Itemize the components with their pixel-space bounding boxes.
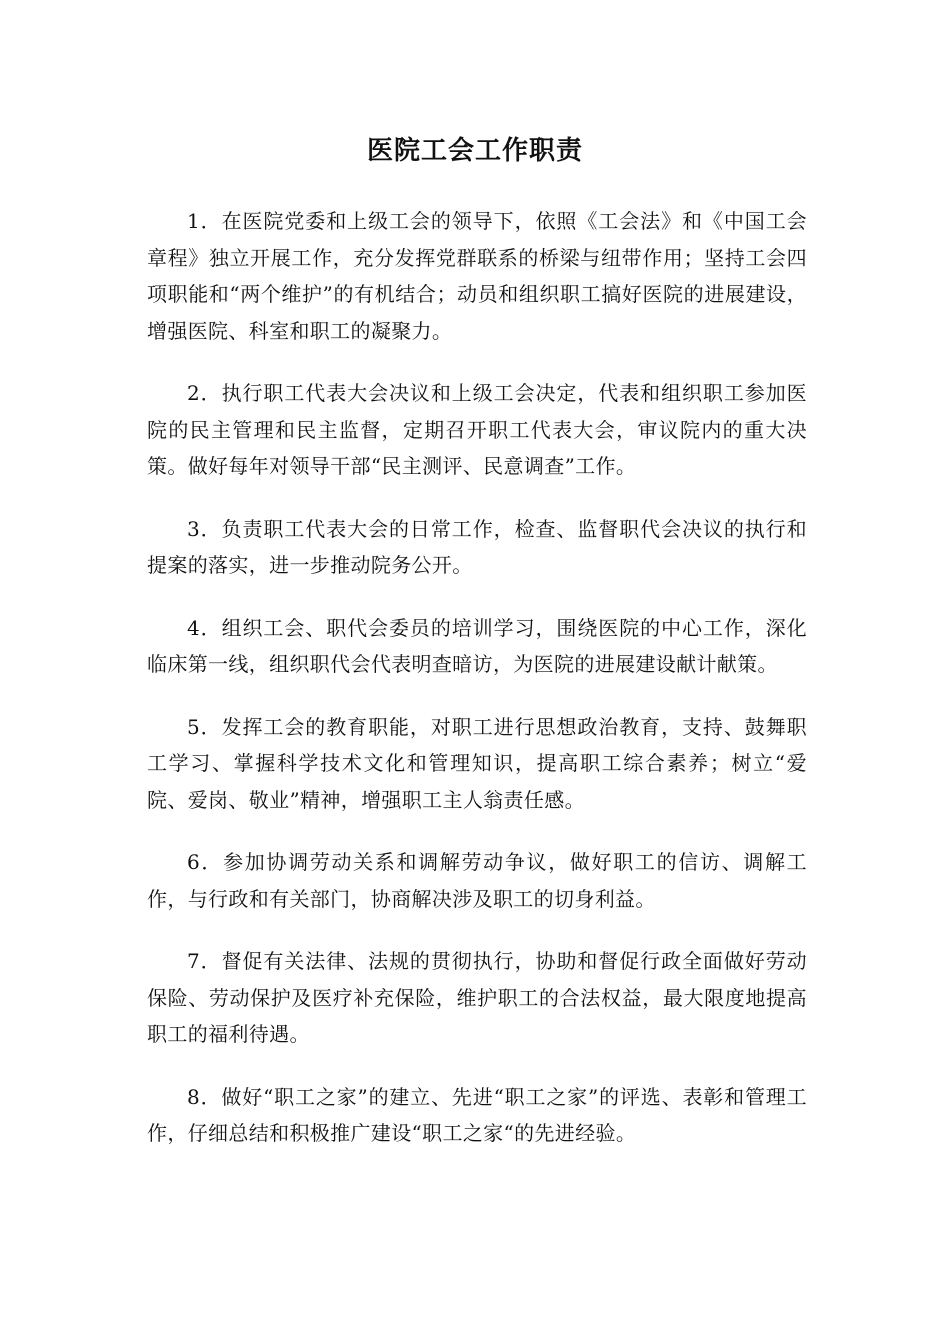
document-body — [147, 203, 807, 1178]
clause-8: 8．做好“职工之家”的建立、先进“职工之家”的评选、表彰和管理工作，仔细总结和积极推广建设“职工之家“的先进经验。 — [147, 1084, 807, 1145]
clause-4: 4．组织工会、职代会委员的培训学习，围绕医院的中心工作，深化临床第一线，组织职代会代表明查暗访，为医院的进展建设献计献策。 — [147, 615, 807, 676]
clause-2: 2．执行职工代表大会决议和上级工会决定，代表和组织职工参加医院的民主管理和民主监督，定期召开职工代表大会，审议院内的重大决策。做好每年对领导干部“民主测评、民意调查”工作。 — [147, 381, 807, 478]
clause-6: 6．参加协调劳动关系和调解劳动争议，做好职工的信访、调解工作，与行政和有关部门，协商解决涉及职工的切身利益。 — [147, 850, 807, 911]
document-title: 医院工会工作职责 — [366, 136, 583, 166]
clause-7: 7．督促有关法律、法规的贯彻执行，协助和督促行政全面做好劳动保险、劳动保护及医疗补充保险，维护职工的合法权益，最大限度地提高职工的福利待遇。 — [147, 949, 807, 1046]
clause-3: 3．负责职工代表大会的日常工作，检查、监督职代会决议的执行和提案的落实，进一步推动院务公开。 — [147, 516, 807, 577]
clause-5: 5．发挥工会的教育职能，对职工进行思想政治教育，支持、鼓舞职工学习、掌握科学技术文化和管理知识，提高职工综合素养；树立“爱院、爱岗、敬业”精神，增强职工主人翁责任感。 — [147, 714, 807, 812]
clause-1: 1．在医院党委和上级工会的领导下，依照《工会法》和《中国工会章程》独立开展工作，充分发挥党群联系的桥梁与纽带作用；坚持工会四项职能和“两个维护”的有机结合；动员和组织职工搞好医院的进展建设，增强医院、科室和职工的凝聚力。 — [147, 209, 807, 343]
